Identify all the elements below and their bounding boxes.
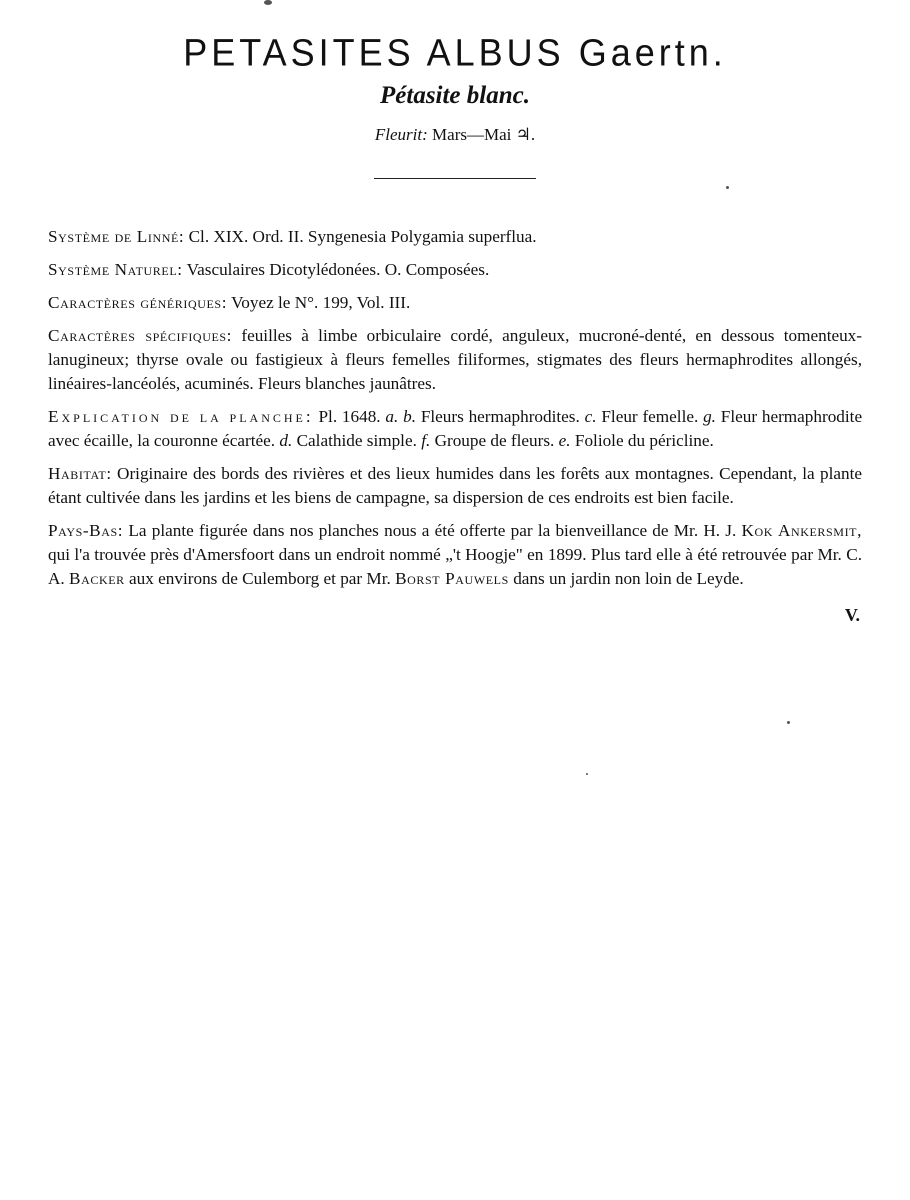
person-name: Kok Ankersmit, <box>741 521 862 540</box>
flowering-line <box>48 124 862 146</box>
figure-letter: d. <box>279 431 293 450</box>
section-linne <box>48 225 862 249</box>
figure-letter: e. <box>558 431 571 450</box>
section-naturel <box>48 258 862 282</box>
species-name: PETASITES ALBUS <box>183 30 565 74</box>
section-text: Cl. XIX. Ord. II. Syngenesia Polygamia superflua. <box>188 227 537 246</box>
section-paysbas <box>48 519 862 591</box>
section-generiques <box>48 291 862 315</box>
figure-letter: c. <box>584 407 597 426</box>
section-label: Caractères génériques: <box>48 293 228 312</box>
figure-letter: b. <box>403 407 416 426</box>
section-label: Caractères spécifiques: <box>48 326 233 345</box>
section-text: Vasculaires Dicotylédonées. O. Composées. <box>186 260 490 279</box>
flowering-label: Fleurit: <box>374 125 428 144</box>
section-label: Système de Linné: <box>48 227 185 246</box>
figure-caption: Groupe de fleurs. <box>434 431 555 450</box>
figure-letter: f. <box>421 431 431 450</box>
figure-caption: Fleur hermaphrodite avec écaille, la couronne écartée. <box>48 407 863 450</box>
section-text: dans un jardin non loin de Leyde. <box>513 569 744 588</box>
common-name: Pétasite blanc. <box>380 82 530 109</box>
person-name: Borst Pauwels <box>395 569 509 588</box>
figure-caption: Fleur femelle. <box>601 407 699 426</box>
section-label: Explication de la planche: <box>48 407 314 426</box>
figure-caption: Fleurs hermaphrodites. <box>420 407 580 426</box>
paper-speck <box>586 773 588 775</box>
figure-caption: Calathide simple. <box>296 431 417 450</box>
author-signature: V. <box>844 605 860 625</box>
flowering-value: Mars—Mai <box>432 125 512 144</box>
section-text: Voyez le N°. 199, Vol. III. <box>231 293 411 312</box>
paper-speck <box>726 186 729 189</box>
section-text: feuilles à limbe orbiculaire cordé, anguleux, mucroné-denté, en dessous tomenteux-lanugineux; thyrse ovale ou fastigieux à fleurs femelles filiformes, stigmates des fleurs hermaphrodites allongés, linéaires-lancéolés, acuminés. Fleurs blanches jaunâtres. <box>48 326 863 393</box>
section-label: Pays-Bas: <box>48 521 124 540</box>
figure-letter: a. <box>385 407 399 426</box>
perennial-symbol: ♃. <box>515 125 536 144</box>
plate-number: Pl. 1648. <box>318 407 381 426</box>
title-divider <box>374 178 536 179</box>
paper-speck <box>787 721 790 724</box>
figure-caption: Foliole du péricline. <box>574 431 714 450</box>
section-label: Système Naturel: <box>48 260 183 279</box>
figure-letter: g. <box>703 407 716 426</box>
section-explication <box>48 405 862 453</box>
section-text: La plante figurée dans nos planches nous a été offerte par la bienveillance de Mr. H. J. <box>128 521 737 540</box>
section-text: aux environs de Culemborg et par Mr. <box>129 569 391 588</box>
section-label: Habitat: <box>48 464 112 483</box>
paper-speck <box>264 0 272 5</box>
section-text: Originaire des bords des rivières et des lieux humides dans les forêts aux montagnes. Cependant, la plante étant cultivée dans les jardins et les biens de campagne, sa dispersion de ces endroits est bien facile. <box>48 464 862 507</box>
species-title <box>48 0 862 74</box>
section-text: qui l'a trouvée près d'Amersfoort dans un endroit nommé „'t Hoogje" en 1899. Plus tard elle à été retrouvée par Mr. C. A. <box>48 545 862 588</box>
species-author: Gaertn. <box>578 30 727 74</box>
person-name: Backer <box>69 569 125 588</box>
description-body <box>48 225 862 627</box>
section-habitat <box>48 462 862 510</box>
section-specifiques <box>48 324 862 396</box>
